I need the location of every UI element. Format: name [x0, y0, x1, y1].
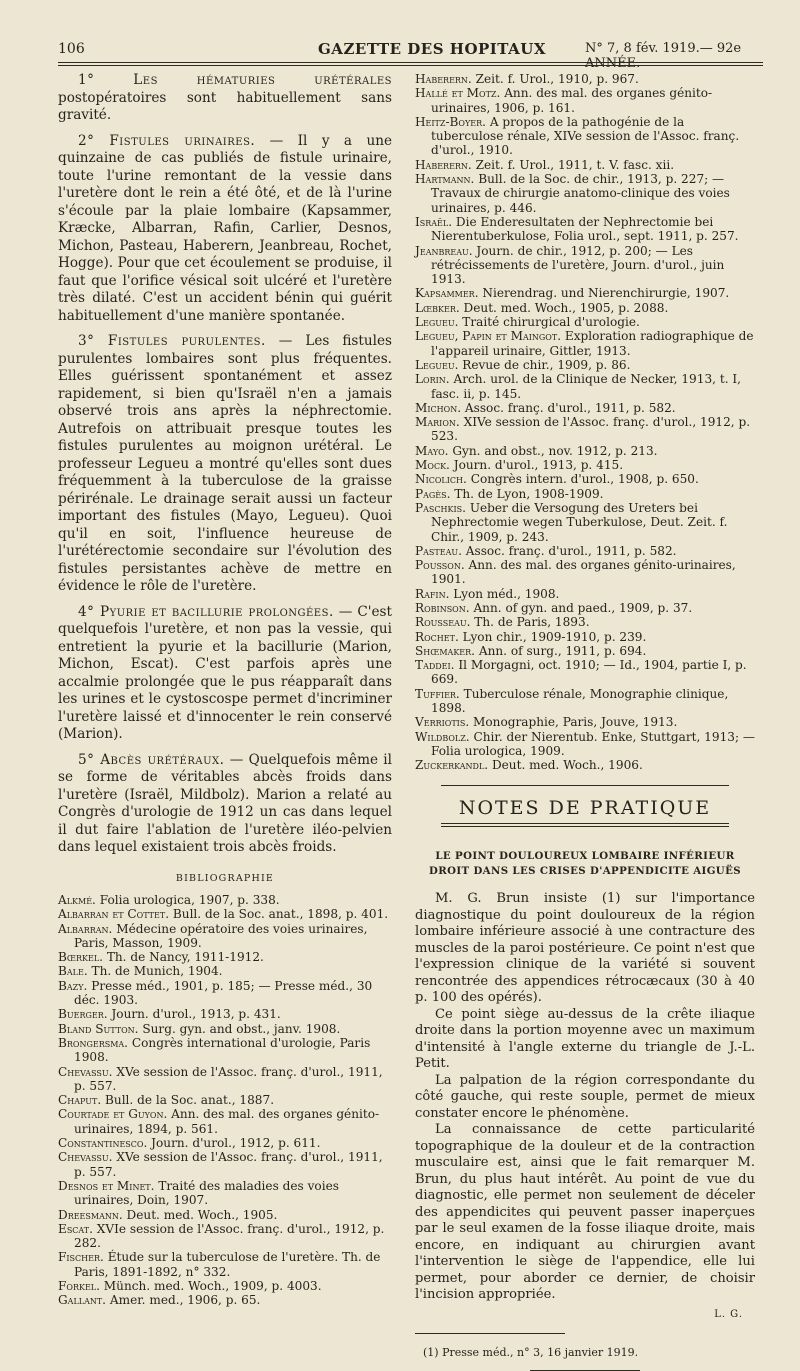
bibliography-author: Albarran et Cottet.: [58, 907, 170, 922]
bibliography-entry: [415, 601, 755, 615]
bibliography-entry: [58, 1279, 392, 1293]
paragraph-fistules-urinaires: [58, 133, 392, 326]
bibliography-entry: [415, 72, 755, 86]
left-column: [58, 72, 392, 1308]
bibliography-entry: [58, 979, 392, 1008]
author-signature: L. G.: [714, 1308, 743, 1320]
header-rule: [58, 62, 763, 63]
bibliography-author: Escat.: [58, 1221, 93, 1236]
paragraph-pyurie: [58, 604, 392, 744]
bibliography-author: Michon.: [415, 400, 462, 415]
notes-paragraph: Ce point siège au-dessus de la crête iliaque droite dans la portion moyenne avec un maximum d'intensité à l'angle externe du triangle de J.-L. Petit.: [415, 1006, 755, 1072]
bibliography-author: Legueu.: [415, 357, 459, 372]
paragraph-fistules-purulentes: [58, 333, 392, 596]
bibliography-author: Rochet.: [415, 629, 459, 644]
notes-paragraph: La connaissance de cette particularité topographique de la douleur et de la contraction musculaire est, ainsi que le fait remarquer M. Brun, du plus haut intérêt. Au point de vue du diagnostic, elle permet non seulement de déceler des appendicites qui peuvent passer inaperçues par le seul examen de la fosse iliaque droite, mais encore, en indiquant au chirurgien avant l'intervention le siège de l'appendice, elle lui permet, pour aborder ce dernier, de choisir l'incision appropriée.: [415, 1122, 755, 1303]
bibliography-author: Pagès.: [415, 486, 451, 501]
end-ornament: [530, 1370, 640, 1371]
bibliography-entry: [415, 630, 755, 644]
bibliography-author: Zuckerkandl.: [415, 758, 489, 773]
bibliography-author: Chaput.: [58, 1093, 102, 1108]
bibliography-reference: Lyon méd., 1908.: [449, 586, 560, 601]
bibliography-entry: [415, 544, 755, 558]
bibliography-author: Bale.: [58, 964, 88, 979]
bibliography-entry: [58, 1022, 392, 1036]
paragraph-hematuries: [58, 72, 392, 125]
bibliography-entry: [415, 558, 755, 587]
bibliography-entry: [58, 1093, 392, 1107]
bibliography-entry: [415, 301, 755, 315]
bibliography-entry: [415, 115, 755, 158]
bibliography-entry: [415, 172, 755, 215]
bibliography-author: Verriotis.: [415, 715, 470, 730]
bibliography-reference: Die Enderesultaten der Nephrectomie bei Nierentuberkulose, Folia urol., sept. 1911, p. 257.: [431, 214, 739, 244]
bibliography-title: BIBLIOGRAPHIE: [175, 872, 275, 884]
paragraph-abces: [58, 752, 392, 857]
bibliography-reference: Th. de Paris, 1893.: [470, 615, 590, 630]
bibliography-reference: Folia urologica, 1907, p. 338.: [95, 893, 280, 907]
bibliography-reference: Étude sur la tuberculose de l'uretère. Th. de Paris, 1891-1892, n° 332.: [74, 1250, 381, 1279]
bibliography-author: Wildbolz.: [415, 729, 470, 744]
bibliography-author: Legueu, Papin et Maingot.: [415, 329, 562, 344]
bibliography-author: Haberern.: [415, 72, 472, 86]
bibliography-author: Paschkis.: [415, 500, 466, 515]
bibliography-reference: Lyon chir., 1909-1910, p. 239.: [458, 629, 647, 644]
bibliography-entry: [58, 1036, 392, 1065]
bibliography-author: Albarran.: [58, 921, 113, 936]
bibliography-reference: Journ. d'urol., 1912, p. 611.: [147, 1136, 321, 1151]
bibliography-reference: Chir. der Nierentub. Enke, Stuttgart, 1913; — Folia urologica, 1909.: [431, 729, 755, 758]
right-column: [415, 72, 755, 1371]
section-text: — Les fistules purulentes lombaires sont plus fréquentes. Elles guérissent spontanément et assez rapidement, si bien qu'Israël n'en a jamais observé trois ans après la néphrectomie. Autrefois on attribuait presque toutes les fistules purulentes au moignon urétéral. Le professeur Legueu a montré qu'elles sont dues fréquemment à la tuberculose de la graisse périrénale. Le drainage serait aussi un facteur important des fistules (Mayo, Legueu). Quoi qu'il en soit, l'influence heureuse de l'urétérectomie secondaire sur l'évolution des fistules persistantes achève de mettre en évidence le rôle de l'uretère.: [58, 333, 392, 594]
bibliography-reference: Th. de Nancy, 1911-1912.: [102, 950, 264, 965]
bibliography-entry: [415, 415, 755, 444]
bibliography-author: Brongersma.: [58, 1035, 129, 1050]
bibliography-author: Buerger.: [58, 1007, 108, 1022]
bibliography-entry: [415, 501, 755, 544]
bibliography-reference: Monographie, Paris, Jouve, 1913.: [469, 715, 678, 730]
bibliography-reference: Bull. de la Soc. de chir., 1913, p. 227; — Travaux de chirurgie anatomo-clinique des voies urinaires, p. 446.: [431, 172, 730, 215]
bibliography-reference: Exploration radiographique de l'appareil urinaire, Gittler, 1913.: [431, 329, 754, 358]
bibliography-entry: [58, 1208, 392, 1222]
bibliography-author: Tuffier.: [415, 686, 460, 701]
section-text: — C'est quelquefois l'uretère, et non pas la vessie, qui entretient la pyurie et la bacillurie (Marion, Michon, Escat). C'est parfois après une accalmie prolongée que le pus réapparaît dans les urines et le cystoscospe permet d'incriminer l'uretère laissé et d'innocenter le rein conservé (Marion).: [58, 603, 392, 742]
bibliography-reference: Deut. med. Woch., 1906.: [488, 758, 643, 773]
section-heading: 3° Fistules purulentes.: [78, 333, 266, 349]
notes-paragraph: M. G. Brun insiste (1) sur l'importance diagnostique du point douloureux de la région lombaire inférieure associé à une contracture des muscles de la paroi postérieure. Ce point n'est que l'expression clinique de la variété si souvent rencontrée des appendices rétrocæcaux (30 à 40 p. 100 des opérés).: [415, 891, 755, 1006]
section-text: — Quelquefois même il se forme de véritables abcès froids dans l'uretère (Israël, Mildbolz). Marion a relaté au Congrès d'urologie de 1912 un cas dans lequel il dut faire l'ablation de l'uretère iléo-pelvien dans lequel existaient trois abcès froids.: [58, 751, 392, 855]
bibliography-reference: Assoc. franç. d'urol., 1911, p. 582.: [461, 400, 676, 415]
bibliography-author: Bland Sutton.: [58, 1021, 139, 1036]
bibliography-reference: Amer. med., 1906, p. 65.: [106, 1293, 261, 1308]
bibliography-author: Taddei.: [415, 658, 455, 673]
bibliography-reference: Deut. med. Woch., 1905, p. 2088.: [459, 300, 669, 315]
bibliography-author: Gallant.: [58, 1293, 107, 1308]
bibliography-reference: Traité des maladies des voies urinaires, Doin, 1907.: [74, 1178, 339, 1208]
bibliography-entry: [415, 615, 755, 629]
issue-info: N° 7, 8 fév. 1919.— 92e ANNÉE.: [585, 41, 742, 71]
bibliography-reference: Journ. de chir., 1912, p. 200; — Les rétrécissements de l'uretère, Journ. d'urol., juin 1913.: [431, 243, 725, 287]
bibliography-entry: [415, 358, 755, 372]
bibliography-author: Mayo.: [415, 443, 449, 458]
bibliography-entry: [415, 215, 755, 244]
bibliography-entry: [58, 1250, 392, 1279]
bibliography-author: Mock.: [415, 458, 450, 473]
page-number: 106: [58, 41, 85, 57]
bibliography-list: [58, 893, 392, 1308]
bibliography-reference: Ann. of surg., 1911, p. 694.: [475, 643, 647, 658]
bibliography-entry: [58, 1136, 392, 1150]
section-text: postopératoires sont habituellement sans gravité.: [58, 89, 392, 123]
bibliography-reference: Il Morgagni, oct. 1910; — Id., 1904, partie I, p. 669.: [431, 658, 747, 687]
bibliography-author: Constantinesco.: [58, 1136, 148, 1151]
bibliography-entry: [415, 472, 755, 486]
bibliography-reference: Ann. des mal. des organes génito-urinaires, 1906, p. 161.: [431, 86, 713, 115]
bibliography-author: Robinson.: [415, 600, 470, 615]
bibliography-author: Hallé et Motz.: [415, 86, 501, 101]
bibliography-author: Pasteau.: [415, 543, 462, 558]
section-heading: 4° Pyurie et bacillurie prolongées.: [78, 603, 334, 620]
bibliography-author: Haberern.: [415, 157, 472, 172]
bibliography-reference: Münch. med. Woch., 1909, p. 4003.: [99, 1279, 322, 1294]
bibliography-author: Jeanbreau.: [415, 243, 473, 258]
bibliography-reference: Journ. d'urol., 1913, p. 415.: [449, 458, 624, 473]
section-text: — Il y a une quinzaine de cas publiés de fistule urinaire, toute l'urine remontant de la vessie dans l'uretère dont le rein a été ôté, et de là l'urine s'écoule par la plaie lombaire (Kapsammer, Kræcke, Albarran, Rafin, Carlier, Desnos, Michon, Pasteau, Haberern, Jeanbreau, Rochet, Hogge). Pour que cet écoulement se produise, il faut que l'orifice vésical soit ulcéré et l'uretère très dilaté. C'est un accident bénin qui guérit habituellement d'une manière spontanée.: [58, 132, 392, 324]
section-heading: 1° Les hématuries urétérales: [78, 72, 392, 88]
bibliography-reference: XIVe session de l'Assoc. franç. d'urol., 1912, p. 523.: [431, 415, 751, 444]
bibliography-reference: Traité chirurgical d'urologie.: [458, 315, 640, 330]
bibliography-entry: [415, 244, 755, 287]
bibliography-entry: [58, 893, 392, 907]
bibliography-reference: Revue de chir., 1909, p. 86.: [458, 357, 631, 372]
bibliography-author: Legueu.: [415, 315, 459, 330]
bibliography-list-continued: [415, 72, 755, 773]
bibliography-reference: Arch. urol. de la Clinique de Necker, 1913, t. I, fasc. ii, p. 145.: [431, 372, 742, 401]
bibliography-author: Chevassu.: [58, 1150, 113, 1165]
bibliography-entry: [415, 458, 755, 472]
bibliography-reference: XVe session de l'Assoc. franç. d'urol., 1911, p. 557.: [74, 1150, 383, 1179]
section-heading: 5° Abcès urétéraux.: [78, 751, 225, 768]
bibliography-entry: [58, 950, 392, 964]
bibliography-entry: [415, 86, 755, 115]
bibliography-entry: [415, 587, 755, 601]
notes-body: [415, 891, 755, 1304]
bibliography-entry: [415, 487, 755, 501]
bibliography-author: Bœrkel.: [58, 950, 103, 965]
bibliography-entry: [58, 1222, 392, 1251]
bibliography-entry: [415, 372, 755, 401]
bibliography-reference: Zeit. f. Urol., 1910, p. 967.: [471, 72, 639, 86]
bibliography-entry: [58, 1107, 392, 1136]
section-heading: 2° Fistules urinaires.: [78, 132, 256, 149]
bibliography-reference: Ann. des mal. des organes génito-urinaires, 1901.: [431, 558, 736, 587]
bibliography-author: Heitz-Boyer.: [415, 114, 486, 129]
header-rule-double: [58, 65, 763, 66]
bibliography-reference: Ueber die Versogung des Ureters bei Nephrectomie wegen Tuberkulose, Deut. Zeit. f. Chir., 1909, p. 243.: [431, 500, 728, 544]
bibliography-reference: Congrès international d'urologie, Paris 1908.: [74, 1035, 371, 1065]
bibliography-author: Rousseau.: [415, 615, 471, 630]
bibliography-author: Alkmé.: [58, 893, 96, 907]
bibliography-entry: [415, 158, 755, 172]
bibliography-reference: Th. de Munich, 1904.: [87, 964, 223, 979]
bibliography-reference: Ann. of gyn. and paed., 1909, p. 37.: [469, 600, 693, 615]
bibliography-author: Lœbker.: [415, 300, 460, 315]
bibliography-author: Kapsammer.: [415, 286, 479, 301]
bibliography-reference: Bull. de la Soc. anat., 1887.: [101, 1093, 275, 1108]
footnote-rule: [415, 1333, 565, 1334]
bibliography-reference: Nierendrag. und Nierenchirurgie, 1907.: [478, 286, 730, 301]
bibliography-entry: [58, 922, 392, 951]
notes-subtitle: LE POINT DOULOUREUX LOMBAIRE INFÉRIEUR DROIT DANS LES CRISES D'APPENDICITE AIGUËS: [428, 850, 742, 878]
bibliography-entry: [415, 758, 755, 772]
bibliography-author: Hartmann.: [415, 172, 475, 187]
bibliography-entry: [58, 1293, 392, 1307]
bibliography-entry: [58, 1007, 392, 1021]
bibliography-reference: Congrès intern. d'urol., 1908, p. 650.: [466, 472, 699, 487]
bibliography-entry: [58, 1150, 392, 1179]
bibliography-author: Pousson.: [415, 558, 465, 573]
bibliography-entry: [415, 329, 755, 358]
bibliography-reference: Th. de Lyon, 1908-1909.: [450, 486, 604, 501]
footnote: (1) Presse méd., n° 3, 16 janvier 1919.: [423, 1346, 639, 1360]
bibliography-author: Desnos et Minet.: [58, 1178, 155, 1193]
bibliography-reference: XVIe session de l'Assoc. franç. d'urol., 1912, p. 282.: [74, 1221, 385, 1251]
bibliography-reference: Ann. des mal. des organes génito-urinaires, 1894, p. 561.: [74, 1107, 380, 1136]
bibliography-entry: [415, 730, 755, 759]
notes-rule-top: [441, 785, 729, 786]
bibliography-entry: [415, 286, 755, 300]
bibliography-author: Rafin.: [415, 586, 450, 601]
bibliography-author: Bazy.: [58, 978, 88, 993]
bibliography-author: Courtade et Guyon.: [58, 1107, 168, 1122]
bibliography-reference: Gyn. and obst., nov. 1912, p. 213.: [448, 443, 658, 458]
bibliography-author: Forkel.: [58, 1279, 100, 1294]
bibliography-reference: Médecine opératoire des voies urinaires, Paris, Masson, 1909.: [74, 921, 368, 950]
bibliography-entry: [58, 1179, 392, 1208]
bibliography-author: Chevassu.: [58, 1064, 113, 1079]
bibliography-entry: [58, 1065, 392, 1094]
notes-rule-double: [441, 826, 729, 827]
bibliography-reference: Tuberculose rénale, Monographie clinique, 1898.: [431, 686, 729, 716]
bibliography-author: Lorin.: [415, 372, 450, 387]
bibliography-entry: [415, 715, 755, 729]
bibliography-author: Marion.: [415, 415, 460, 430]
bibliography-reference: Zeit. f. Urol., 1911, t. V. fasc. xii.: [471, 157, 675, 172]
bibliography-entry: [415, 658, 755, 687]
bibliography-entry: [415, 644, 755, 658]
bibliography-author: Shœmaker.: [415, 643, 476, 658]
bibliography-reference: Assoc. franç. d'urol., 1911, p. 582.: [461, 543, 677, 558]
bibliography-author: Israël.: [415, 214, 453, 229]
bibliography-reference: Bull. de la Soc. anat., 1898, p. 401.: [169, 907, 389, 922]
journal-title: GAZETTE DES HOPITAUX: [318, 40, 547, 58]
bibliography-entry: [415, 444, 755, 458]
bibliography-author: Fischer.: [58, 1250, 104, 1265]
bibliography-entry: [58, 907, 392, 921]
notes-paragraph: La palpation de la région correspondante du côté gauche, qui reste souple, permet de mieux constater encore le phénomène.: [415, 1072, 755, 1121]
bibliography-reference: Presse méd., 1901, p. 185; — Presse méd., 30 déc. 1903.: [74, 978, 373, 1008]
bibliography-reference: A propos de la pathogénie de la tuberculose rénale, XIVe session de l'Assoc. franç. d'urol., 1910.: [431, 114, 740, 158]
notes-title: NOTES DE PRATIQUE: [458, 796, 712, 819]
bibliography-entry: [415, 687, 755, 716]
bibliography-reference: Deut. med. Woch., 1905.: [122, 1207, 278, 1222]
bibliography-reference: Journ. d'urol., 1913, p. 431.: [107, 1007, 281, 1022]
bibliography-reference: XVe session de l'Assoc. franç. d'urol., 1911, p. 557.: [74, 1064, 383, 1093]
notes-rule: [441, 823, 729, 824]
bibliography-entry: [58, 964, 392, 978]
bibliography-author: Nicolich.: [415, 472, 467, 487]
bibliography-entry: [415, 401, 755, 415]
bibliography-entry: [415, 315, 755, 329]
bibliography-reference: Surg. gyn. and obst., janv. 1908.: [138, 1021, 341, 1036]
bibliography-author: Dreesmann.: [58, 1207, 123, 1222]
